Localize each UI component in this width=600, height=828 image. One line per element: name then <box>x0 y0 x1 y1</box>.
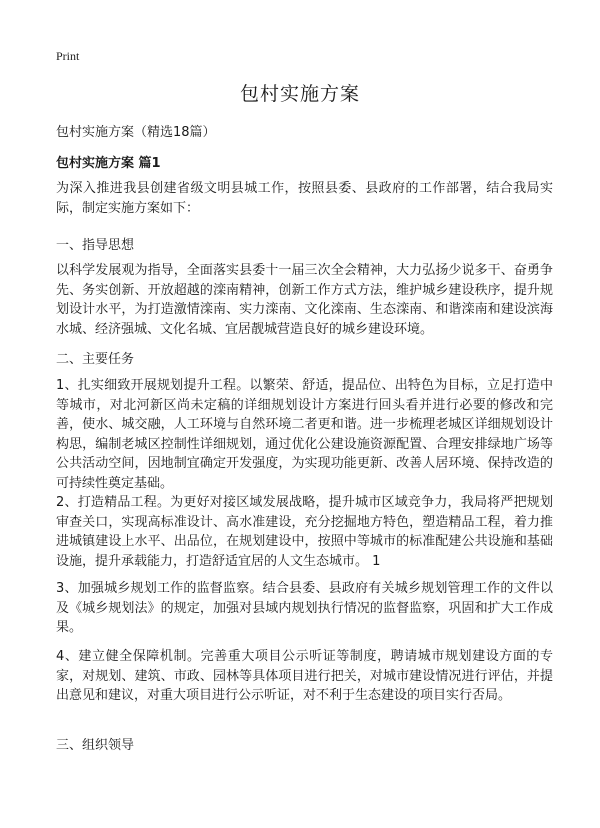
guide-heading: 一、指导思想 <box>56 238 135 253</box>
guide-paragraph: 以科学发展观为指导，全面落实县委十一届三次全会精神，大力弘扬少说多干、奋勇争先、务实创新、开放超越的滦南精神，创新工作方式方法，维护城乡建设秩序，提升规划设计水平，为打造激情滦南、实力滦南、文化滦南、生态滦南、和谐滦南和建设滨海水城、经济强城、文化名城、宜居靓城营造良好的城乡建设环境。 <box>56 263 553 337</box>
task-4-paragraph: 4、建立健全保障机制。完善重大项目公示听证等制度，聘请城市规划建设方面的专家，对规划、建筑、市政、园林等具体项目进行把关，对城市建设情况进行评估，并提出意见和建议，对重大项目进行公示听证，对不利于生态建设的项目实行否局。 <box>56 649 553 703</box>
task-1-paragraph: 1、扎实细致开展规划提升工程。以繁荣、舒适，提品位、出特色为目标，立足打造中等城市，对北河新区尚未定稿的详细规划设计方案进行回头看并进行必要的修改和完善，使水、城交融，人工环境与自然环境二者更和谐。进一步梳理老城区详细规划设计构思，编制老城区控制性详细规划，通过优化公建设施资源配置、合理安排绿地广场等公共活动空间，因地制宜确定开发强度，为实现功能更新、改善人居环境、保持改造的可持续性奠定基础。 <box>56 378 553 491</box>
section-heading: 包村实施方案 篇1 <box>56 156 161 171</box>
print-link[interactable]: Print <box>56 49 80 63</box>
page-title: 包村实施方案 <box>239 83 360 105</box>
tasks-heading: 二、主要任务 <box>56 352 135 367</box>
task-2-paragraph: 2、打造精品工程。为更好对接区域发展战略，提升城市区域竞争力，我局将严把规划审查关口，实现高标准设计、高水准建设，充分挖掘地方特色，塑造精品工程，着力推进城镇建设上水平、出品位，在规划建设中，按照中等城市的标准配建公共设施和基础设施，提升承载能力，打造舒适宜居的人文生态城市。 1 <box>56 495 553 569</box>
task-3-paragraph: 3、加强城乡规划工作的监督监察。结合县委、县政府有关城乡规划管理工作的文件以及《城乡规划法》的规定，加强对县域内规划执行情况的监督监察，巩固和扩大工作成果。 <box>56 581 553 635</box>
document-subtitle: 包村实施方案（精选18篇） <box>56 125 216 140</box>
org-heading: 三、组织领导 <box>56 738 135 753</box>
intro-paragraph: 为深入推进我县创建省级文明县城工作，按照县委、县政府的工作部署，结合我局实际，制定实施方案如下： <box>56 181 553 216</box>
